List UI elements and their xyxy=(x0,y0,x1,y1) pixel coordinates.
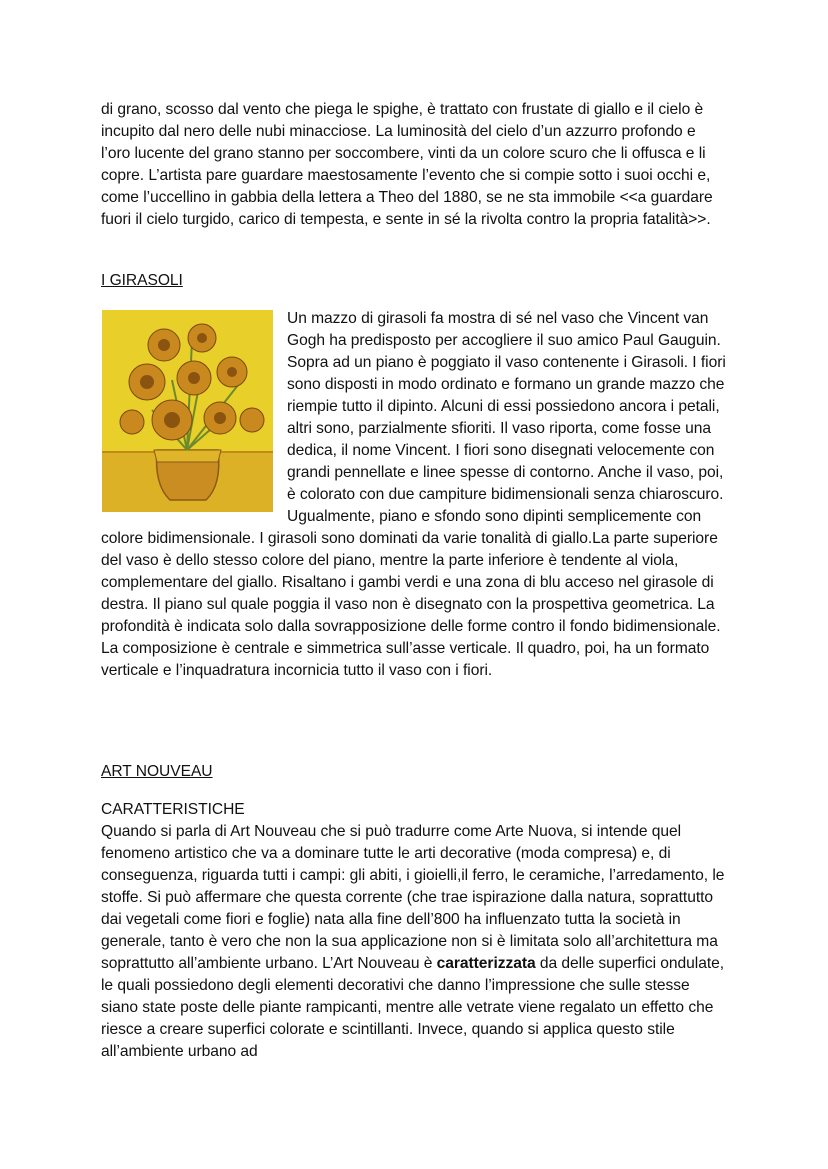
bold-keyword: caratterizzata xyxy=(436,955,536,972)
caratteristiche-subheading: CARATTERISTICHE xyxy=(101,801,245,818)
intro-block xyxy=(101,99,727,231)
art-nouveau-paragraph xyxy=(101,821,727,1063)
intro-paragraph: di grano, scosso dal vento che piega le spighe, è trattato con frustate di giallo e il cielo è incupito dal nero delle nubi minacciose. La luminosità del cielo d’un azzurro profondo e l’oro lucente del grano stanno per soccombere, vinti da un colore scuro che li offusca e li copre. L’artista pare guardare maestosamente l’evento che si compie sotto i suoi occhi e, come l’uccellino in gabbia della lettera a Theo del 1880, se ne sta immobile <<a guardare fuori il cielo turgido, carico di tempesta, e sente in sé la rivolta contro la propria fatalità>>. xyxy=(101,101,713,228)
girasoli-section xyxy=(101,270,727,682)
sunflowers-painting-image xyxy=(102,310,273,512)
girasoli-heading: I GIRASOLI xyxy=(101,272,183,289)
paragraph-text-part1: Quando si parla di Art Nouveau che si può tradurre come Arte Nuova, si intende quel fenomeno artistico che va a dominare tutte le arti decorative (moda compresa) e, di conseguenza, riguarda tutti i campi: gli abiti, i gioielli,il ferro, le ceramiche, l’arredamento, le stoffe. Si può affermare che questa corrente (che trae ispirazione dalla natura, soprattutto dai vegetali come fiori e foglie) nata alla fine dell’800 ha influenzato tutta la società in generale, tanto è vero che non la sua applicazione non si è limitata solo all’architettura ma soprattutto all’ambiente urbano. L’Art Nouveau è xyxy=(101,823,725,972)
girasoli-paragraph: Un mazzo di girasoli fa mostra di sé nel vaso che Vincent van Gogh ha predisposto per accogliere il suo amico Paul Gauguin. Sopra ad un piano è poggiato il vaso contenente i Girasoli. I fiori sono disposti in modo ordinato e formano un grande mazzo che riempie tutto il dipinto. Alcuni di essi possiedono ancora i petali, altri sono, parzialmente sfioriti. Il vaso riporta, come fosse una dedica, il nome Vincent. I fiori sono disegnati velocemente con grandi pennellate e linee spesse di contorno. Anche il vaso, poi, è colorato con due campiture bidimensionali senza chiaroscuro. Ugualmente, piano e sfondo sono dipinti semplicemente con colore bidimensionale. I girasoli sono dominati da varie tonalità di giallo.La parte superiore del vaso è dello stesso colore del piano, mentre la parte inferiore è tendente al viola, complementare del giallo. Risaltano i gambi verdi e una zona di blu acceso nel girasole di destra. Il piano sul quale poggia il vaso non è disegnato con la prospettiva geometrica. La profondità è indicata solo dalla sovrapposizione delle forme contro il fondo bidimensionale. La composizione è centrale e simmetrica sull’asse verticale. Il quadro, poi, ha un formato verticale e l’inquadratura incornicia tutto il vaso con i fiori. xyxy=(101,310,726,679)
paragraph-text-part2: da delle superfici ondulate, le quali possiedono degli elementi decorativi che danno l’impressione che sulle stesse siano state poste delle piante rampicanti, mentre alle vetrate viene regalato un effetto che riesce a creare superfici colorate e scintillanti. Invece, quando si applica questo stile all’ambiente urbano ad xyxy=(101,955,725,1060)
art-nouveau-section xyxy=(101,761,727,1063)
art-nouveau-heading: ART NOUVEAU xyxy=(101,763,213,780)
